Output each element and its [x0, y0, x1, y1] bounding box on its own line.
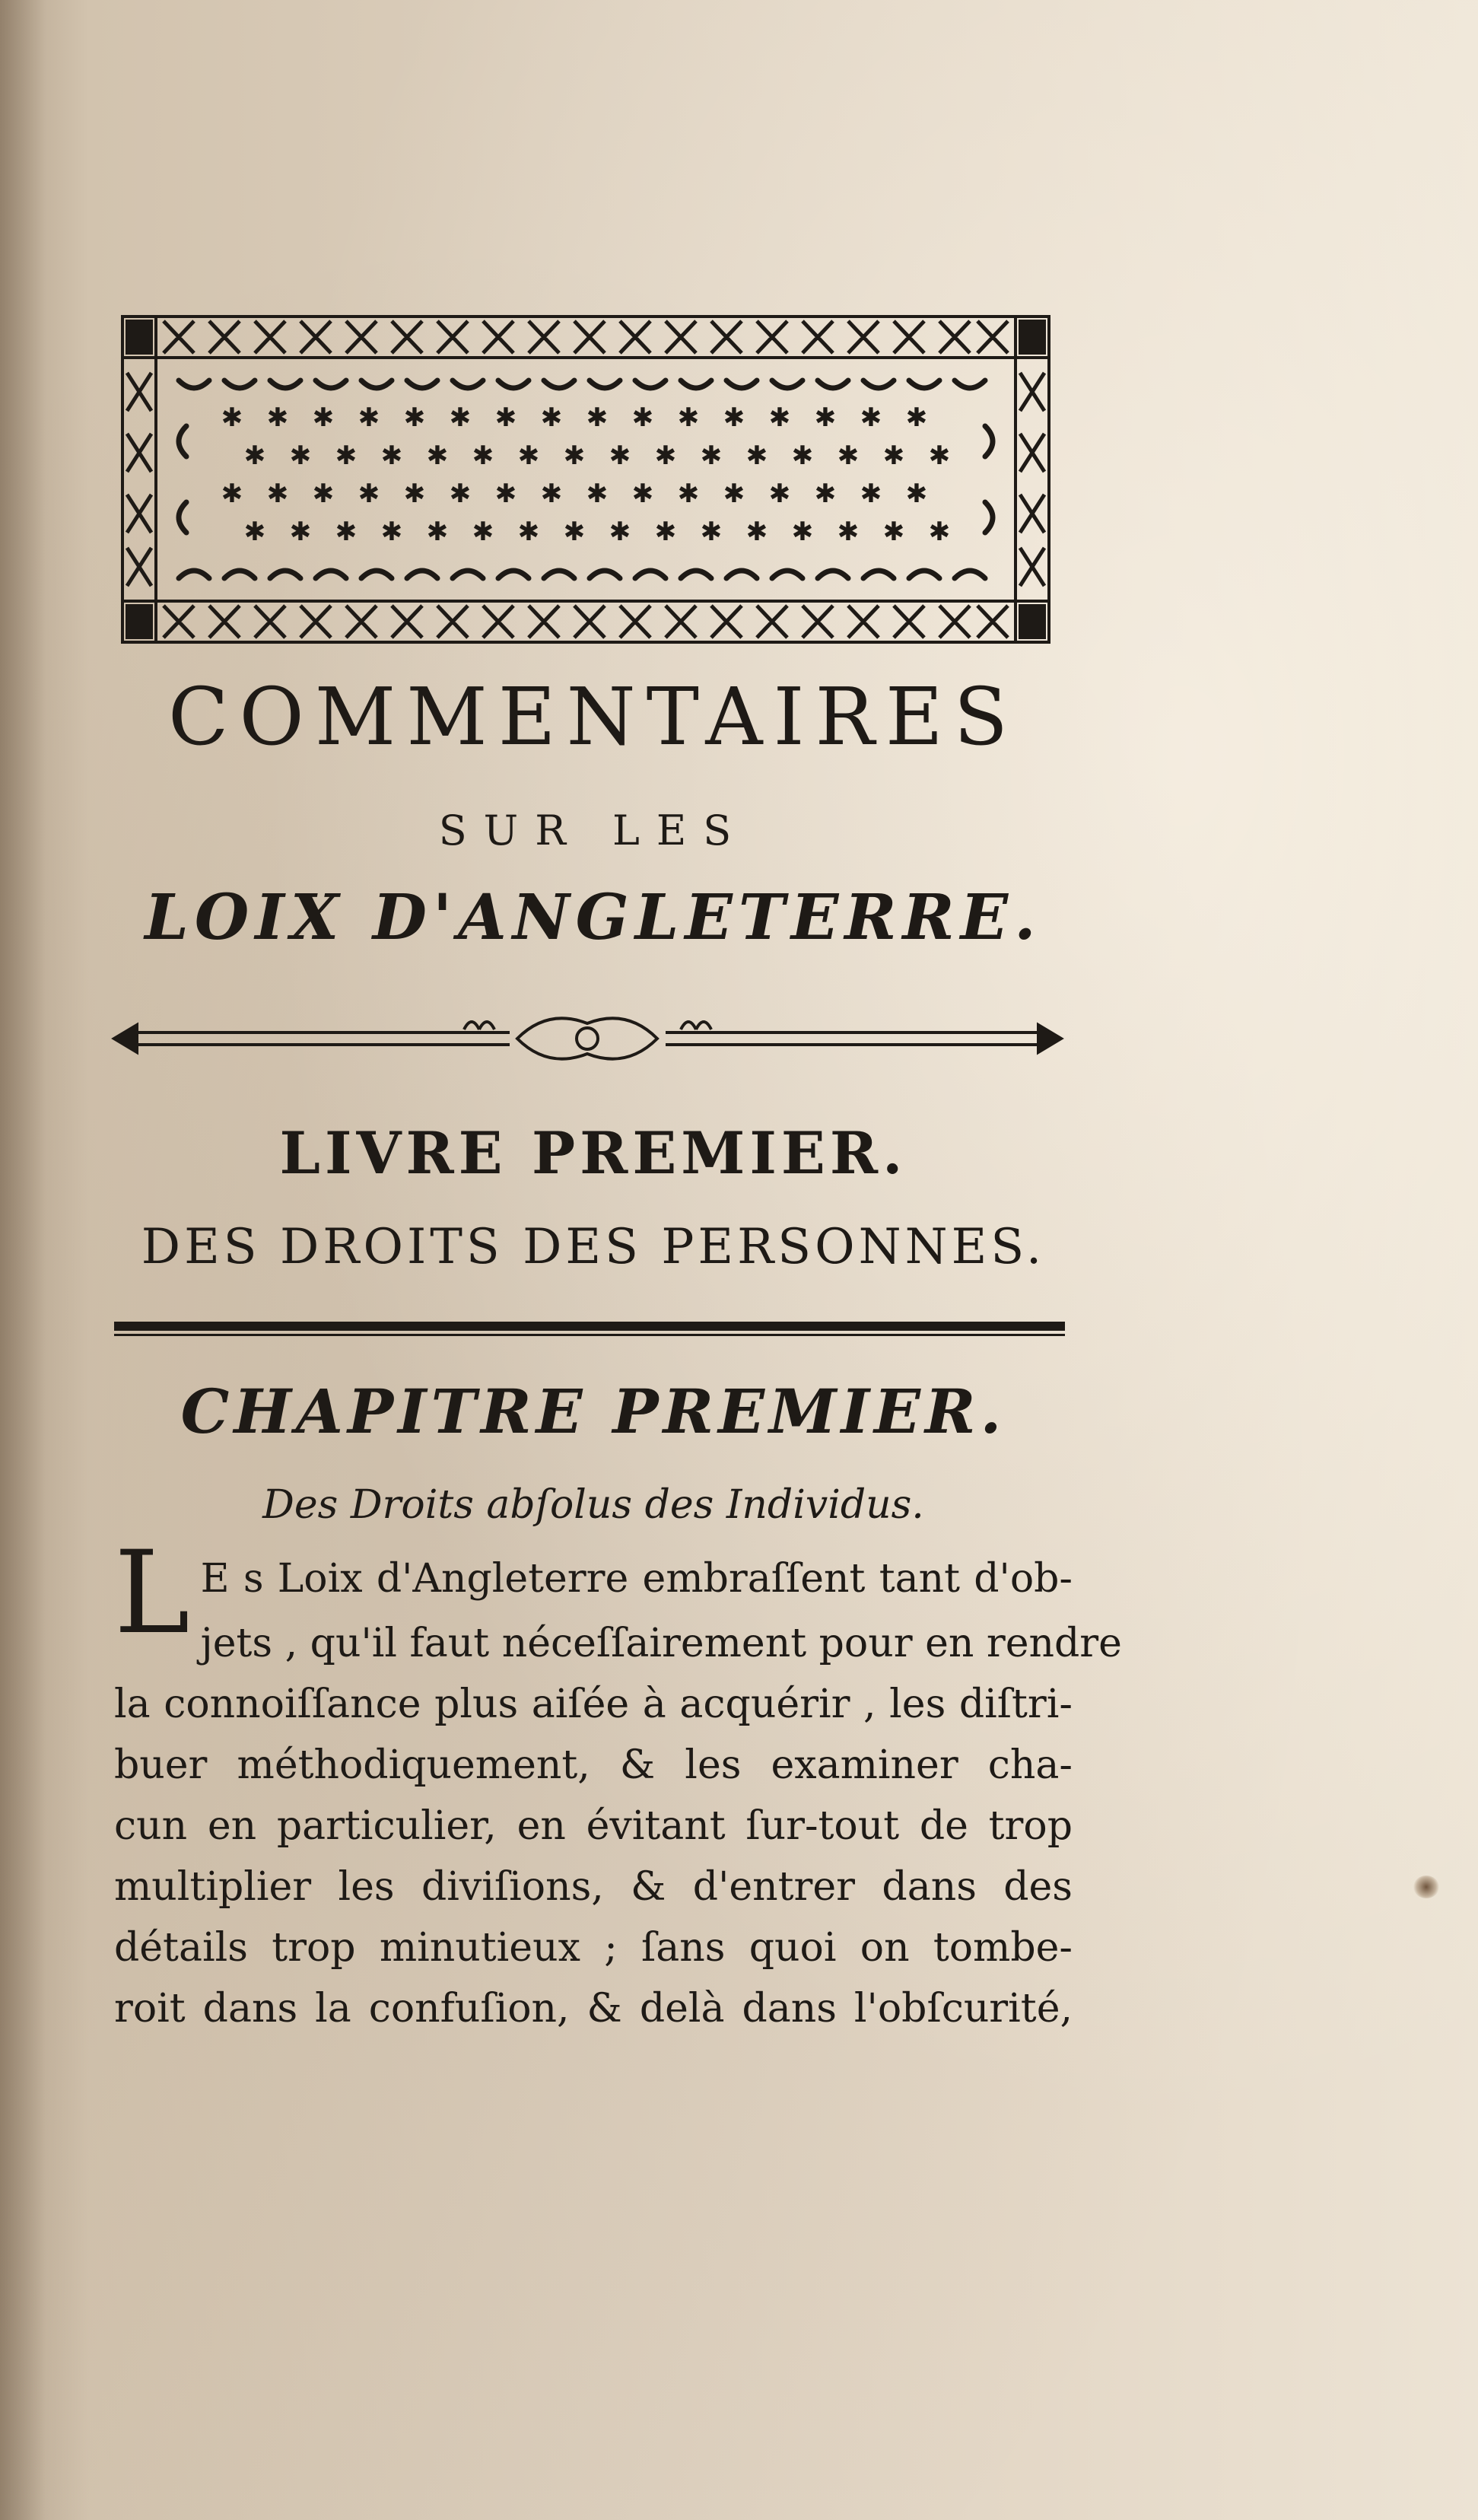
- body-line: multiplier les diviſions, & d'entrer dans des: [114, 1864, 1073, 1910]
- svg-text:✱: ✱: [449, 402, 472, 433]
- svg-text:✱: ✱: [700, 441, 723, 471]
- book-heading-subtitle: DES DROITS DES PERSONNES.: [141, 1219, 1046, 1275]
- svg-text:✱: ✱: [494, 402, 517, 433]
- gutter-shadow: [0, 0, 46, 2520]
- svg-text:✱: ✱: [312, 479, 335, 509]
- svg-text:✱: ✱: [449, 479, 472, 509]
- svg-text:✱: ✱: [882, 441, 905, 471]
- body-line: la connoiſſance plus aiſée à acquérir , les diſtri-: [114, 1682, 1073, 1727]
- svg-text:✱: ✱: [517, 517, 540, 547]
- svg-text:✱: ✱: [677, 479, 700, 509]
- chapter-subtitle: Des Droits abſolus des Individus.: [262, 1482, 924, 1528]
- svg-text:✱: ✱: [312, 402, 335, 433]
- svg-text:✱: ✱: [654, 517, 677, 547]
- svg-text:✱: ✱: [289, 517, 312, 547]
- svg-text:✱: ✱: [677, 402, 700, 433]
- svg-text:✱: ✱: [335, 517, 358, 547]
- body-line: détails trop minutieux ; ſans quoi on tombe-: [114, 1925, 1073, 1971]
- book-title: COMMENTAIRES: [167, 670, 1019, 763]
- svg-text:✱: ✱: [403, 402, 426, 433]
- svg-text:✱: ✱: [380, 517, 403, 547]
- svg-text:✱: ✱: [791, 517, 814, 547]
- body-line: jets , qu'il faut néceſſairement pour en rendre: [200, 1621, 1122, 1666]
- book-heading: LIVRE PREMIER.: [279, 1119, 907, 1187]
- svg-text:✱: ✱: [540, 402, 563, 433]
- svg-text:✱: ✱: [631, 479, 654, 509]
- svg-text:✱: ✱: [403, 479, 426, 509]
- foxing-spot: [1413, 1876, 1439, 1898]
- svg-text:✱: ✱: [289, 441, 312, 471]
- body-line: E s Loix d'Angleterre embraſſent tant d'ob-: [200, 1556, 1073, 1602]
- body-text: [114, 1527, 1122, 2039]
- svg-text:✱: ✱: [266, 402, 289, 433]
- svg-text:✱: ✱: [928, 441, 951, 471]
- drop-cap: L: [114, 1527, 190, 1659]
- svg-text:✱: ✱: [563, 441, 586, 471]
- svg-text:✱: ✱: [860, 479, 882, 509]
- svg-text:✱: ✱: [221, 479, 243, 509]
- svg-text:✱: ✱: [472, 441, 494, 471]
- svg-text:✱: ✱: [494, 479, 517, 509]
- svg-text:✱: ✱: [426, 441, 449, 471]
- ornamental-headpiece: [118, 312, 1054, 647]
- svg-text:✱: ✱: [335, 441, 358, 471]
- svg-text:✱: ✱: [609, 517, 631, 547]
- svg-text:✱: ✱: [837, 517, 860, 547]
- svg-text:✱: ✱: [928, 517, 951, 547]
- svg-text:✱: ✱: [631, 402, 654, 433]
- svg-text:✱: ✱: [745, 517, 768, 547]
- svg-text:✱: ✱: [654, 441, 677, 471]
- svg-text:✱: ✱: [517, 441, 540, 471]
- svg-text:✱: ✱: [837, 441, 860, 471]
- body-line: roit dans la confuſion, & delà dans l'obſcurité,: [114, 1986, 1073, 2032]
- svg-text:✱: ✱: [723, 479, 745, 509]
- book-title-italic: LOIX D'ANGLETERRE.: [145, 881, 1042, 954]
- svg-text:✱: ✱: [860, 402, 882, 433]
- svg-text:✱: ✱: [700, 517, 723, 547]
- svg-text:✱: ✱: [745, 441, 768, 471]
- body-line: buer méthodiquement, & les examiner cha-: [114, 1742, 1073, 1788]
- svg-text:✱: ✱: [768, 402, 791, 433]
- body-line: cun en particulier, en évitant ſur-tout de trop: [114, 1803, 1073, 1849]
- chapter-heading: CHAPITRE PREMIER.: [180, 1376, 1006, 1447]
- svg-text:✱: ✱: [768, 479, 791, 509]
- svg-text:✱: ✱: [358, 402, 380, 433]
- book-subtitle: SUR LES: [438, 807, 749, 854]
- svg-text:✱: ✱: [243, 441, 266, 471]
- svg-text:✱: ✱: [586, 479, 609, 509]
- svg-text:✱: ✱: [266, 479, 289, 509]
- thick-rule: [114, 1319, 1065, 1338]
- svg-text:✱: ✱: [380, 441, 403, 471]
- svg-text:✱: ✱: [814, 402, 837, 433]
- svg-text:✱: ✱: [905, 479, 928, 509]
- svg-text:✱: ✱: [905, 402, 928, 433]
- svg-text:✱: ✱: [563, 517, 586, 547]
- svg-text:✱: ✱: [814, 479, 837, 509]
- svg-text:✱: ✱: [723, 402, 745, 433]
- svg-text:✱: ✱: [472, 517, 494, 547]
- svg-text:✱: ✱: [540, 479, 563, 509]
- svg-text:✱: ✱: [791, 441, 814, 471]
- svg-text:✱: ✱: [221, 402, 243, 433]
- svg-text:✱: ✱: [426, 517, 449, 547]
- ornamental-divider: [106, 1008, 1069, 1069]
- svg-text:✱: ✱: [609, 441, 631, 471]
- svg-text:✱: ✱: [586, 402, 609, 433]
- svg-text:✱: ✱: [358, 479, 380, 509]
- svg-text:✱: ✱: [243, 517, 266, 547]
- svg-text:✱: ✱: [882, 517, 905, 547]
